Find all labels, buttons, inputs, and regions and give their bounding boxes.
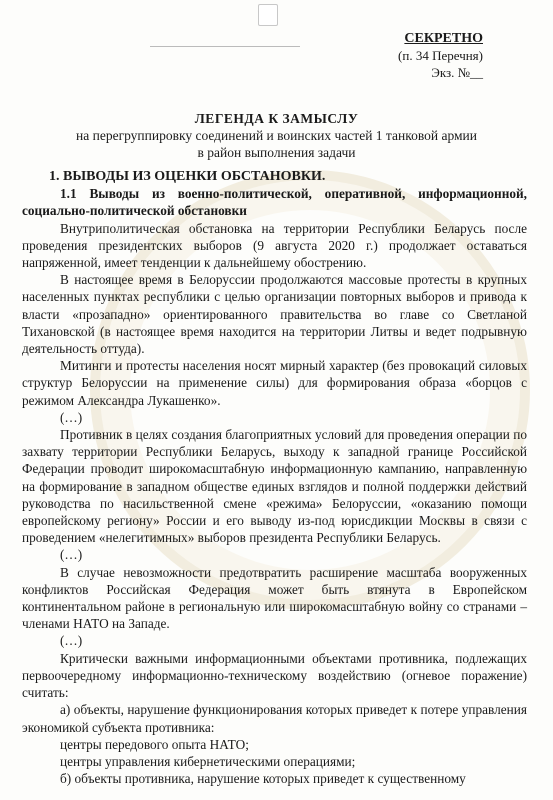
legend-line-2: в район выполнения задачи <box>197 145 356 160</box>
secret-title: СЕКРЕТНО <box>404 31 483 46</box>
paragraph: Противник в целях создания благоприятных условий для проведения операции по захвату территории Республики Беларусь, выходу к западной границе Российской Федерации проводит широкомасштабную информационную кампанию, направленную на формирование в западном обществе единых взглядов и полной поддержки действий руководства по насильственной смене «режима» Белоруссии, «оказанию помощи европейскому региону» России и его выводу из-под юрисдикции Москвы в связи с проведением «нелегитимных» выборов президента Республики Беларусь. <box>22 427 527 546</box>
paragraph: В настоящее время в Белоруссии продолжаются массовые протесты в крупных населенных пунктах республики с целью организации повторных выборов и привода к власти «прозападно» ориентированного правительства во главе со Светланой Тихановской (в настоящее время находится на территории Литвы и ведет подрывную деятельность оттуда). <box>22 272 527 357</box>
legend-line-1: на перегруппировку соединений и воинских частей 1 танковой армии <box>76 128 477 143</box>
legend-block <box>0 110 553 161</box>
section-heading: 1. ВЫВОДЫ ИЗ ОЦЕНКИ ОБСТАНОВКИ. <box>49 169 326 184</box>
paragraph: Митинги и протесты населения носят мирный характер (без провокаций силовых структур Белоруссии на применение силы) для формирования образа «борцов с режимом Александра Лукашенко». <box>22 358 527 408</box>
subsection-heading: 1.1 Выводы из военно-политической, оперативной, информационной, социально-политической обстановки <box>22 186 527 219</box>
classification-block <box>398 30 483 81</box>
document-body <box>22 168 527 787</box>
list-item: центры передового опыта НАТО; <box>60 736 249 752</box>
list-reference: (п. 34 Перечня) <box>398 48 483 63</box>
copy-number: Экз. №__ <box>431 65 483 80</box>
paragraph: Внутриполитическая обстановка на территории Республики Беларусь после проведения президентских выборов (9 августа 2020 г.) продолжает оставаться напряженной, имеет тенденции к дальнейшему обострению. <box>22 220 527 271</box>
paragraph: а) объекты, нарушение функционирования которых приведет к потере управления экономикой субъекта противника: <box>22 702 527 735</box>
stamp-line <box>150 46 300 47</box>
paragraph: Критически важными информационными объектами противника, подлежащих первоочередному информационно-техническому воздействию (огневое поражение) считать: <box>22 650 527 701</box>
legend-title: ЛЕГЕНДА К ЗАМЫСЛУ <box>194 111 359 126</box>
list-item: центры управления кибернетическими операциями; <box>60 753 356 769</box>
paragraph: б) объекты противника, нарушение которых приведет к существенному <box>60 771 466 787</box>
document-icon <box>258 4 278 26</box>
ellipsis: (…) <box>60 409 83 425</box>
ellipsis: (…) <box>60 547 83 563</box>
ellipsis: (…) <box>60 633 83 649</box>
paragraph: В случае невозможности предотвратить расширение масштаба вооруженных конфликтов Российская Федерация может быть втянута в Европейском континентальном районе в региональную или широкомасштабную войну со странами – членами НАТО на Западе. <box>22 564 527 632</box>
